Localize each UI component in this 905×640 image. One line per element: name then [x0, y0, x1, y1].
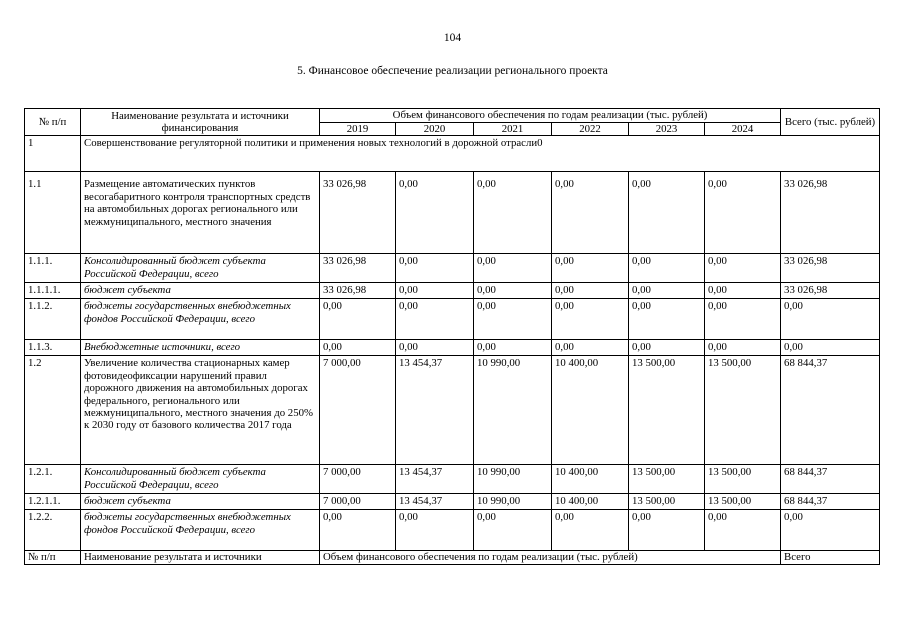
financing-table — [24, 108, 880, 565]
row-value: 0,00 — [705, 510, 781, 551]
row-value: 10 400,00 — [552, 465, 629, 494]
row-value: 0,00 — [396, 510, 474, 551]
row-num: 1.1.1.1. — [25, 283, 81, 299]
row-value: 0,00 — [396, 254, 474, 283]
row-total: 0,00 — [781, 340, 880, 356]
row-value: 13 454,37 — [396, 356, 474, 465]
row-num: 1.1.2. — [25, 299, 81, 340]
table-row — [25, 356, 880, 465]
table-row — [25, 510, 880, 551]
section-row-text: Совершенствование регуляторной политики и применения новых технологий в дорожной отрасли0 — [81, 136, 880, 172]
row-name: Консолидированный бюджет субъекта Российской Федерации, всего — [81, 465, 320, 494]
row-num: 1.2.1. — [25, 465, 81, 494]
table-row — [25, 172, 880, 254]
header-year: 2024 — [705, 123, 781, 136]
row-value: 0,00 — [320, 340, 396, 356]
row-value: 13 500,00 — [629, 356, 705, 465]
row-value: 0,00 — [552, 283, 629, 299]
row-value: 0,00 — [629, 172, 705, 254]
header-volume: Объем финансового обеспечения по годам реализации (тыс. рублей) — [320, 109, 781, 123]
repeat-header-volume: Объем финансового обеспечения по годам реализации (тыс. рублей) — [320, 551, 781, 564]
row-value: 10 990,00 — [474, 494, 552, 510]
header-year: 2022 — [552, 123, 629, 136]
header-num: № п/п — [25, 109, 81, 136]
row-value: 7 000,00 — [320, 494, 396, 510]
row-value: 10 400,00 — [552, 356, 629, 465]
row-value: 7 000,00 — [320, 356, 396, 465]
header-name: Наименование результата и источники финансирования — [81, 109, 320, 136]
row-value: 0,00 — [705, 283, 781, 299]
table-row — [25, 494, 880, 510]
row-value: 0,00 — [552, 172, 629, 254]
row-value: 0,00 — [474, 283, 552, 299]
row-value: 0,00 — [552, 254, 629, 283]
row-value: 0,00 — [629, 340, 705, 356]
section-title: 5. Финансовое обеспечение реализации регионального проекта — [297, 65, 608, 77]
row-name: Увеличение количества стационарных камер фотовидеофиксации нарушений правил дорожного движения на автомобильных дорогах федерального, регионального или межмуниципального, местного значения до 250% к 2030 году от базового количества 2017 года — [81, 356, 320, 465]
row-value: 0,00 — [396, 283, 474, 299]
row-value: 13 454,37 — [396, 494, 474, 510]
row-value: 0,00 — [705, 299, 781, 340]
repeat-header-num: № п/п — [25, 551, 81, 564]
section-row — [25, 136, 880, 172]
row-total: 33 026,98 — [781, 172, 880, 254]
row-value: 0,00 — [474, 254, 552, 283]
row-total: 0,00 — [781, 510, 880, 551]
row-value: 33 026,98 — [320, 254, 396, 283]
header-year: 2023 — [629, 123, 705, 136]
row-value: 0,00 — [320, 299, 396, 340]
row-value: 0,00 — [629, 510, 705, 551]
row-value: 0,00 — [320, 510, 396, 551]
table-row — [25, 299, 880, 340]
row-total: 68 844,37 — [781, 356, 880, 465]
row-value: 0,00 — [396, 299, 474, 340]
row-value: 0,00 — [474, 340, 552, 356]
row-total: 68 844,37 — [781, 465, 880, 494]
row-total: 68 844,37 — [781, 494, 880, 510]
row-value: 13 500,00 — [629, 465, 705, 494]
page-number: 104 — [443, 32, 462, 44]
row-value: 0,00 — [474, 299, 552, 340]
row-value: 0,00 — [396, 340, 474, 356]
row-name: бюджет субъекта — [81, 494, 320, 510]
row-num: 1.2.2. — [25, 510, 81, 551]
row-num: 1.2 — [25, 356, 81, 465]
row-value: 10 990,00 — [474, 356, 552, 465]
row-value: 10 990,00 — [474, 465, 552, 494]
row-value: 13 500,00 — [705, 465, 781, 494]
table-header-row — [25, 109, 880, 123]
row-value: 0,00 — [552, 299, 629, 340]
row-value: 0,00 — [705, 254, 781, 283]
header-year: 2019 — [320, 123, 396, 136]
header-year: 2021 — [474, 123, 552, 136]
row-value: 0,00 — [474, 172, 552, 254]
row-value: 13 500,00 — [705, 494, 781, 510]
row-name: Консолидированный бюджет субъекта Российской Федерации, всего — [81, 254, 320, 283]
row-num: 1.2.1.1. — [25, 494, 81, 510]
row-total: 33 026,98 — [781, 254, 880, 283]
row-total: 0,00 — [781, 299, 880, 340]
row-value: 0,00 — [629, 283, 705, 299]
row-value: 0,00 — [705, 340, 781, 356]
row-num: 1.1.1. — [25, 254, 81, 283]
row-name: Размещение автоматических пунктов весогабаритного контроля транспортных средств на автомобильных дорогах регионального или межмуниципального, местного значения — [81, 172, 320, 254]
row-total: 33 026,98 — [781, 283, 880, 299]
row-value: 0,00 — [396, 172, 474, 254]
table-row — [25, 254, 880, 283]
row-name: Внебюджетные источники, всего — [81, 340, 320, 356]
row-value: 0,00 — [474, 510, 552, 551]
row-value: 7 000,00 — [320, 465, 396, 494]
row-value: 13 454,37 — [396, 465, 474, 494]
repeat-header-name: Наименование результата и источники — [81, 551, 320, 564]
row-value: 10 400,00 — [552, 494, 629, 510]
repeated-header-row — [25, 551, 880, 564]
repeat-header-total: Всего — [781, 551, 880, 564]
row-num: 1.1 — [25, 172, 81, 254]
row-name: бюджеты государственных внебюджетных фондов Российской Федерации, всего — [81, 510, 320, 551]
header-total: Всего (тыс. рублей) — [781, 109, 880, 136]
row-value: 0,00 — [552, 340, 629, 356]
row-value: 13 500,00 — [705, 356, 781, 465]
row-value: 0,00 — [705, 172, 781, 254]
table-row — [25, 283, 880, 299]
row-value: 33 026,98 — [320, 283, 396, 299]
table-row — [25, 465, 880, 494]
row-num: 1 — [25, 136, 81, 172]
table-row — [25, 340, 880, 356]
row-name: бюджет субъекта — [81, 283, 320, 299]
row-name: бюджеты государственных внебюджетных фондов Российской Федерации, всего — [81, 299, 320, 340]
row-value: 33 026,98 — [320, 172, 396, 254]
row-value: 0,00 — [629, 254, 705, 283]
row-value: 0,00 — [629, 299, 705, 340]
row-value: 0,00 — [552, 510, 629, 551]
header-year: 2020 — [396, 123, 474, 136]
row-value: 13 500,00 — [629, 494, 705, 510]
row-num: 1.1.3. — [25, 340, 81, 356]
